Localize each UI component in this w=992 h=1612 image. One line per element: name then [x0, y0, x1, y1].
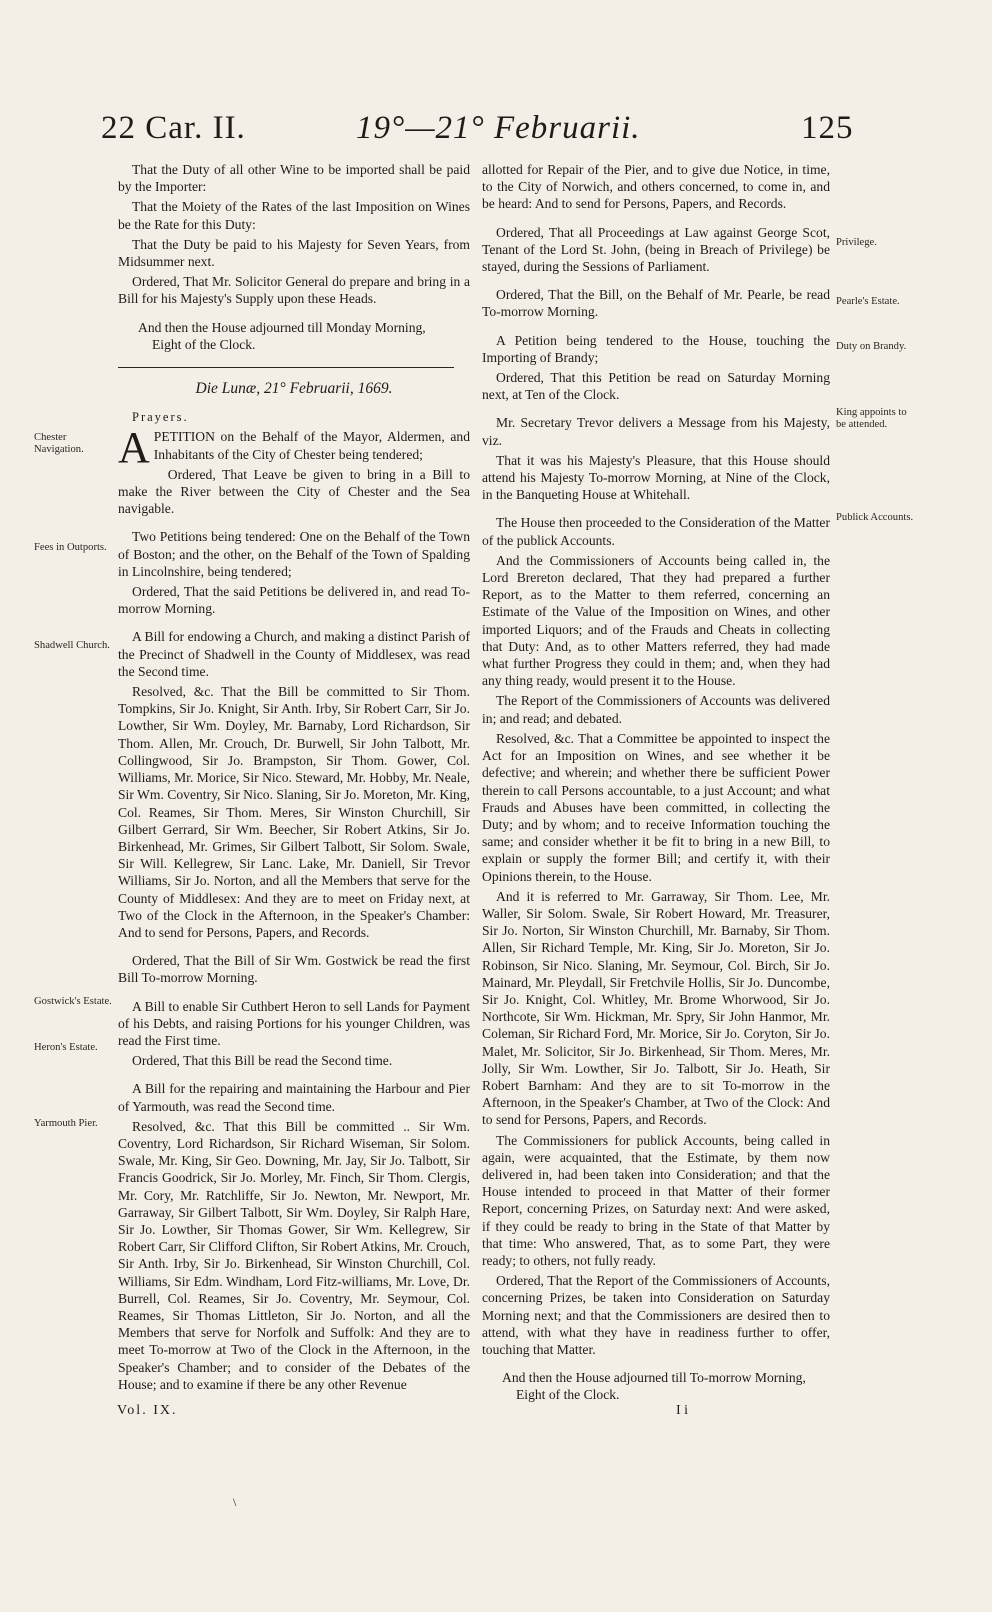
paragraph: allotted for Repair of the Pier, and to give due Notice, in time, to the City of Norwich, and others concerned, to come in, and be heard: And to send for Persons, Papers, and Records.	[482, 162, 830, 212]
signature-mark: I i	[676, 1403, 689, 1418]
margin-note-heron: Heron's Estate.	[34, 1042, 98, 1053]
margin-note-privilege: Privilege.	[836, 237, 877, 248]
margin-note-fees: Fees in Outports.	[34, 542, 107, 553]
drop-cap: A	[118, 423, 150, 473]
running-header-regnal-year: 22 Car. II.	[101, 110, 246, 146]
margin-note-accounts: Publick Accounts.	[836, 512, 914, 523]
paragraph: A Petition being tendered to the House, touching the Importing of Brandy;	[482, 332, 830, 365]
day-heading: Die Lunæ, 21° Februarii, 1669.	[195, 380, 393, 398]
running-header-dates: 19°—21° Februarii.	[356, 110, 641, 146]
left-column	[118, 161, 470, 1396]
paragraph: The Report of the Commissioners of Accounts was delivered in; and read; and debated.	[482, 693, 830, 726]
paragraph: APETITION on the Behalf of the Mayor, Aldermen, and Inhabitants of the City of Chester being tendered;	[118, 423, 470, 473]
paragraph: Ordered, That all Proceedings at Law against George Scot, Tenant of the Lord St. John, (being in Breach of Privilege) be stayed, during the Sessions of Parliament.	[482, 224, 830, 275]
margin-note-brandy: Duty on Brandy.	[836, 341, 907, 352]
paragraph: That the Duty of all other Wine to be imported shall be paid by the Importer:	[118, 162, 470, 195]
paragraph: A Bill for endowing a Church, and making a distinct Parish of the Precinct of Shadwell in the County of Middlesex, was read the Second time.	[118, 629, 470, 679]
paragraph: Resolved, &c. That the Bill be committed to Sir Thom. Tompkins, Sir Jo. Knight, Sir Anth. Irby, Sir Robert Carr, Sir Jo. Lowther, Sir Wm. Doyley, Mr. Barnaby, Lord Richardson, Sir Thom. Allen, Mr. Crouch, Dr. Burwell, Sir John Talbott, Mr. Collingwood, Sir Jo. Brampston, Sir Thom. Gower, Col. Williams, Mr. Morice, Sir Nico. Steward, Mr. Hobby, Mr. Neale, Sir Wm. Coventry, Sir Nico. Slaning, Sir Jo. Moreton, Mr. King, Col. Reames, Sir Thom. Meres, Sir Winston Churchill, Sir Gilbert Gerrard, Sir Wm. Beecher, Sir Robert Atkins, Sir Jo. Birkenhead, Mr. Grimes, Sir Gilbert Talbott, Sir Solom. Swale, Sir Will. Kellegrew, Sir Lanc. Lake, Mr. Daniell, Sir Trevor Williams, Sir Jo. Norton, and all the Members that serve for the County of Middlesex: And they are to meet on Friday next, at Two of the Clock in the Afternoon, in the Speaker's Chamber: And to send for Persons, Papers, and Records.	[118, 684, 470, 940]
paragraph: A Bill to enable Sir Cuthbert Heron to sell Lands for Payment of his Debts, and raising Portions for his younger Children, was read the First time.	[118, 998, 470, 1048]
paragraph: Ordered, That Leave be given to bring in a Bill to make the River between the City of Chester and the Sea navigable.	[118, 466, 470, 517]
paragraph: And it is referred to Mr. Garraway, Sir Thom. Lee, Mr. Waller, Sir Solom. Swale, Sir Robert Howard, Mr. Treasurer, Sir Jo. Norton, Sir Winston Churchill, Mr. Barnaby, Sir Thom. Allen, Sir Richard Temple, Mr. King, Sir Jo. Moreton, Sir Jo. Robinson, Sir Nico. Slaning, Mr. Seymour, Col. Birch, Sir Jo. Mainard, Mr. Pleydall, Sir Fretchvile Hollis, Sir Jo. Duncombe, Sir Jo. Knight, Col. Whitley, Mr. Brome Whorwood, Sir Jo. Northcote, Sir Wm. Hickman, Mr. Spry, Sir John Hanmor, Mr. Coleman, Sir Richard Ford, Mr. Morice, Sir Jo. Coryton, Sir Jo. Malet, Mr. Solicitor, Sir Jo. Birkenhead, Sir Thom. Meres, Mr. Jolly, Sir Wm. Lowther, Sir Jo. Talbott, Sir Jo. Heath, Sir Robert Barnham: And they are to sit To-morrow in the Afternoon, in the Speaker's Chamber, at Two of the Clock: And to send for Persons, Papers, and Records.	[482, 888, 830, 1128]
adjournment-note: And then the House adjourned till Monday Morning, Eight of the Clock.	[138, 319, 426, 352]
paragraph: Ordered, That the Bill, on the Behalf of Mr. Pearle, be read To-morrow Morning.	[482, 287, 830, 320]
margin-note-chester: Chester Navigation.	[34, 432, 84, 456]
paragraph: Ordered, That Mr. Solicitor General do prepare and bring in a Bill for his Majesty's Supply upon these Heads.	[118, 274, 470, 307]
paragraph: That it was his Majesty's Pleasure, that this House should attend his Majesty To-morrow Morning, at Nine of the Clock, in the Banqueting House at Whitehall.	[482, 452, 830, 503]
paragraph: Resolved, &c. That a Committee be appointed to inspect the Act for an Imposition on Wines, and see whether it be defective; and wherein; and whether there be sufficient Power therein to call Persons accountable, to a just Account; and what Frauds and Abuses have been committed, in collecting the Duty; and by whom; and to receive Information touching the same; and consider whether it be fit to bring in a new Bill, to explain or supply the former Bill; and certify it, with their Opinions therein, to the House.	[482, 730, 830, 884]
paragraph: Resolved, &c. That this Bill be committed .. Sir Wm. Coventry, Lord Richardson, Sir Richard Wiseman, Sir Solom. Swale, Mr. King, Sir Geo. Downing, Mr. Jay, Sir Jo. Talbott, Sir Francis Goodrick, Sir Jo. Morley, Mr. Finch, Sir Thom. Clergis, Mr. Cory, Mr. Ratchliffe, Sir Jo. Newton, Mr. Newport, Mr. Garraway, Sir Gilbert Talbott, Sir Wm. Doyley, Sir Ralph Hare, Sir Jo. Lowther, Sir Thomas Gower, Sir Wm. Kellegrew, Sir Robert Carr, Sir Clifford Clifton, Sir Robert Atkins, Mr. Crouch, Sir Anth. Irby, Sir Jo. Birkenhead, Sir Winston Churchill, Col. Williams, Sir Edm. Windham, Lord Fitz-williams, Mr. Love, Dr. Burrell, Col. Reames, Sir Jo. Coventry, Mr. Seymour, Col. Reames, Sir Thomas Littleton, Sir Jo. Norton, and all the Members that serve for Norfolk and Suffolk: And they are to meet To-morrow at Two of the Clock in the Afternoon, in the Speaker's Chamber; and to consider of the Debates of the House; and to examine if there be any other Revenue	[118, 1118, 470, 1392]
prayers-heading: Prayers.	[132, 410, 189, 425]
paragraph: Ordered, That the Report of the Commissioners of Accounts, concerning Prizes, be taken into Consideration on Saturday Morning next; and that the Commissioners are desired then to attend, with what they have in readiness further to offer, touching that Matter.	[482, 1273, 830, 1357]
page-number: 125	[801, 110, 854, 146]
section-divider	[118, 367, 454, 368]
adjournment-note: And then the House adjourned till To-morrow Morning, Eight of the Clock.	[502, 1370, 806, 1403]
margin-note-king: King appoints to be attended.	[836, 407, 907, 431]
volume-label: Vol. IX.	[117, 1403, 178, 1418]
paragraph: That the Duty be paid to his Majesty for Seven Years, from Midsummer next.	[118, 236, 470, 270]
paragraph: Ordered, That this Petition be read on Saturday Morning next, at Ten of the Clock.	[482, 370, 830, 403]
margin-note-shadwell: Shadwell Church.	[34, 640, 110, 651]
paragraph: Ordered, That this Bill be read the Second time.	[132, 1053, 393, 1069]
paragraph: And the Commissioners of Accounts being called in, the Lord Brereton declared, That they had prepared a further Report, as to the Matter to them referred, concerning an Estimate of the Value of the Imposition on Wines, and other imported Liquors; and of the Frauds and Cheats in collecting that Duty: And, as to other Matters referred, they had made what further Progress they could in them; and, when they had any thing ready, would present it to the House.	[482, 552, 830, 689]
margin-note-yarmouth: Yarmouth Pier.	[34, 1118, 98, 1129]
paragraph: Mr. Secretary Trevor delivers a Message from his Majesty, viz.	[482, 415, 830, 448]
paragraph: The Commissioners for publick Accounts, being called in again, were acquainted, that the Estimate, by them now delivered in, had been taken into Consideration; and that the House intended to proceed in that Matter of their former Report, concerning Prizes, on Saturday next: And were asked, if they could be ready to bring in the State of that Matter by that time: Who answered, That, as to some Part, they were ready; to others, not fully ready.	[482, 1132, 830, 1268]
right-column	[482, 161, 830, 1407]
stray-mark: \	[233, 1495, 237, 1509]
paragraph: A Bill for the repairing and maintaining the Harbour and Pier of Yarmouth, was read the Second time.	[118, 1081, 470, 1114]
paragraph: Two Petitions being tendered: One on the Behalf of the Town of Boston; and the other, on the Behalf of the Town of Spalding in Lincolnshire, being tendered;	[118, 529, 470, 579]
margin-note-gostwick: Gostwick's Estate.	[34, 996, 112, 1007]
paragraph: Ordered, That the said Petitions be delivered in, and read To-morrow Morning.	[118, 584, 470, 617]
paragraph: Ordered, That the Bill of Sir Wm. Gostwick be read the first Bill To-morrow Morning.	[118, 953, 470, 986]
paragraph: That the Moiety of the Rates of the last Imposition on Wines be the Rate for this Duty:	[118, 199, 470, 232]
paragraph: The House then proceeded to the Consideration of the Matter of the publick Accounts.	[482, 515, 830, 548]
margin-note-pearle: Pearle's Estate.	[836, 296, 900, 307]
